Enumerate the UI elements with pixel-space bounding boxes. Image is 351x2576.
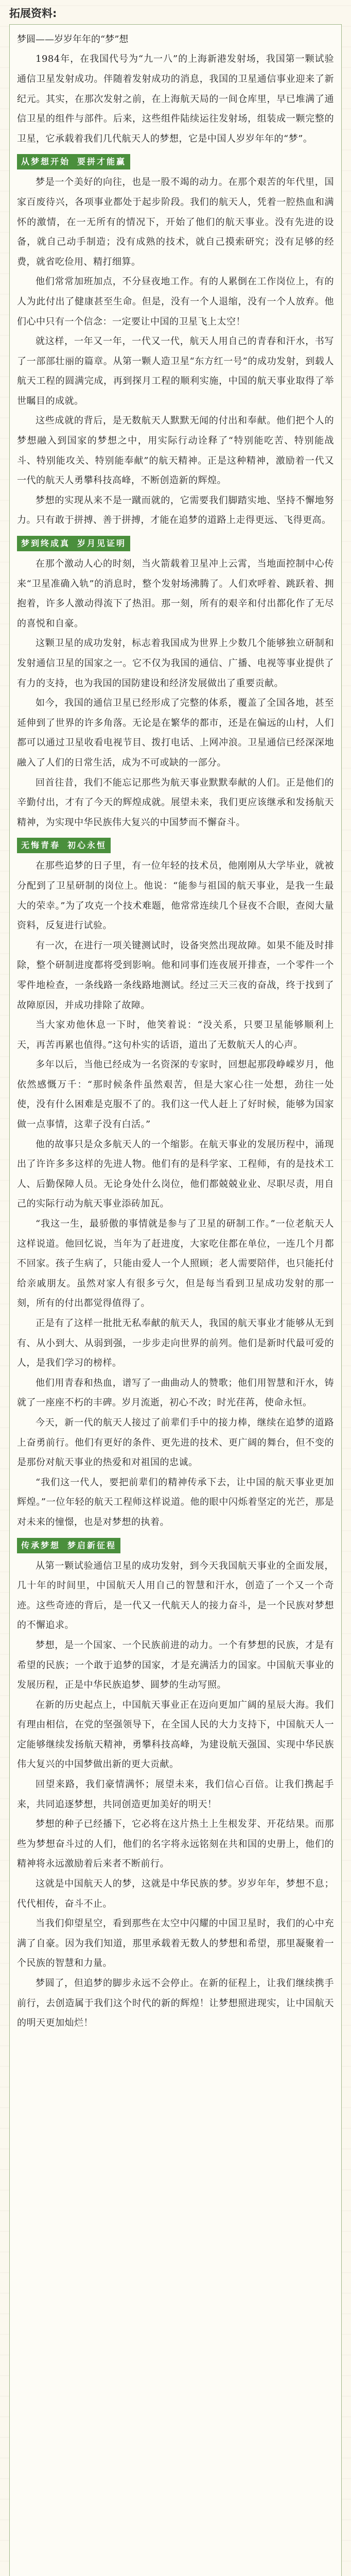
section-heading-left: 梦到终成真 (21, 538, 71, 549)
section-paragraph: 回望来路，我们豪情满怀；展望未来，我们信心百倍。让我们携起手来，共同追逐梦想，共同创造更加美好的明天！ (17, 1779, 334, 1810)
section-heading-right: 要拼才能赢 (77, 157, 127, 167)
intro-paragraph: 1984年，在我国代号为“九一八”的上海新港发射场，我国第一颗试验通信卫星发射成功。伴随着发射成功的消息，我国的卫星通信事业迎来了新纪元。其实，在那次发射之前，在上海航天局的一间仓库里，早已堆满了通信卫星的组件与部件。后来，这些组件陆续运往发射场，组装成一颗完整的卫星，它承载着我们几代航天人的梦想，它是中国人岁岁年年的“梦”。 (17, 54, 334, 144)
article-frame (9, 24, 342, 2576)
section-heading-right: 梦启新征程 (67, 1540, 117, 1550)
article-section (17, 151, 334, 531)
section-paragraph: 回首往昔，我们不能忘记那些为航天事业默默奉献的人们。正是他们的辛勤付出，才有了今天的辉煌成就。展望未来，我们更应该继承和发扬航天精神，为实现中华民族伟大复兴的中国梦而不懈奋斗。 (17, 777, 334, 828)
section-paragraph: “我们这一代人，要把前辈们的精神传承下去，让中国的航天事业更加辉煌。”一位年轻的航天工程师这样说道。他的眼中闪烁着坚定的光芒，那是对未来的憧憬，也是对梦想的执着。 (17, 1477, 334, 1528)
section-heading-left: 无悔青春 (21, 840, 61, 851)
section-paragraph: 这些成就的背后，是无数航天人默默无闻的付出和奉献。他们把个人的梦想融入到国家的梦想之中，用实际行动诠释了“特别能吃苦、特别能战斗、特别能攻关、特别能奉献”的航天精神。正是这种精神，激励着一代又一代的航天人勇攀科技高峰，不断创造新的辉煌。 (17, 415, 334, 486)
section-heading-right: 初心永恒 (67, 840, 107, 851)
section-paragraph: 在那些追梦的日子里，有一位年轻的技术员，他刚刚从大学毕业，就被分配到了卫星研制的岗位上。他说：“能参与祖国的航天事业，是我一生最大的荣幸。”为了攻克一个技术难题，他常常连续几个昼夜不合眼，查阅大量资料，反复进行试验。 (17, 860, 334, 931)
section-paragraph: 就这样，一年又一年，一代又一代，航天人用自己的青春和汗水，书写了一部部壮丽的篇章。从第一颗人造卫星“东方红一号”的成功发射，到载人航天工程的圆满完成，再到探月工程的顺利实施，中国的航天事业取得了举世瞩目的成就。 (17, 336, 334, 406)
section-paragraph: 他的故事只是众多航天人的一个缩影。在航天事业的发展历程中，涌现出了许许多多这样的先进人物。他们有的是科学家、工程师，有的是技术工人、后勤保障人员。无论身处什么岗位，他们都兢兢业业、尽职尽责，用自己的实际行动为航天事业添砖加瓦。 (17, 1139, 334, 1210)
section-paragraph: 梦想的种子已经播下，它必将在这片热土上生根发芽、开花结果。而那些为梦想奋斗过的人们，他们的名字将永远铭刻在共和国的史册上，他们的精神将永远激励着后来者不断前行。 (17, 1819, 334, 1870)
section-paragraph: 他们用青春和热血，谱写了一曲曲动人的赞歌；他们用智慧和汗水，铸就了一座座不朽的丰碑。岁月流逝，初心不改；时光荏苒，使命永恒。 (17, 1377, 334, 1409)
section-paragraph: 当大家劝他休息一下时，他笑着说：“没关系，只要卫星能够顺利上天，再苦再累也值得。”这句朴实的话语，道出了无数航天人的心声。 (17, 1020, 334, 1050)
section-paragraph: 这就是中国航天人的梦，这就是中华民族的梦。岁岁年年，梦想不息；代代相传，奋斗不止。 (17, 1878, 334, 1909)
section-paragraph: 这颗卫星的成功发射，标志着我国成为世界上少数几个能够独立研制和发射通信卫星的国家之一。它不仅为我国的通信、广播、电视等事业提供了有力的支持，也为我国的国防建设和经济发展做出了重要贡献。 (17, 638, 334, 689)
article-section (17, 835, 334, 1532)
section-paragraph: 他们常常加班加点，不分昼夜地工作。有的人累倒在工作岗位上，有的人为此付出了健康甚至生命。但是，没有一个人退缩，没有一个人放弃。他们心中只有一个信念：一定要让中国的卫星飞上太空！ (17, 276, 334, 327)
section-paragraph: 从第一颗试验通信卫星的成功发射，到今天我国航天事业的全面发展，几十年的时间里，中国航天人用自己的智慧和汗水，创造了一个又一个奇迹。这些奇迹的背后，是一代又一代航天人的接力奋斗，是一个民族对梦想的不懈追求。 (17, 1560, 334, 1631)
section-heading-row (17, 533, 334, 553)
section-heading-left: 传承梦想 (21, 1540, 61, 1550)
sections-container (17, 151, 334, 2033)
section-paragraph: 梦圆了，但追梦的脚步永远不会停止。在新的征程上，让我们继续携手前行，去创造属于我们这个时代的新的辉煌！让梦想照进现实，让中国航天的明天更加灿烂！ (17, 1978, 334, 2029)
section-paragraph: 有一次，在进行一项关键测试时，设备突然出现故障。如果不能及时排除，整个研制进度都将受到影响。他和同事们连夜展开排查，一个零件一个零件地检查，一条线路一条线路地测试。经过三天三夜的奋战，终于找到了故障原因，并成功排除了故障。 (17, 940, 334, 1011)
section-paragraph: 多年以后，当他已经成为一名资深的专家时，回想起那段峥嵘岁月，他依然感慨万千：“那时候条件虽然艰苦，但是大家心往一处想，劲往一处使，没有什么困难是克服不了的。我们这一代人赶上了好时候，能够为国家做一点事情，这辈子没有白活。” (17, 1059, 334, 1130)
section-heading-right: 岁月见证明 (77, 538, 127, 549)
article-section (17, 1535, 334, 2033)
section-heading-row (17, 835, 334, 855)
section-heading-tag (17, 536, 130, 551)
article-section (17, 533, 334, 833)
article-title: 梦圆——岁岁年年的“梦”想 (17, 34, 129, 45)
section-paragraph: 当我们仰望星空，看到那些在太空中闪耀的中国卫星时，我们的心中充满了自豪。因为我们知道，那里承载着无数人的梦想和希望，那里凝聚着一个民族的智慧和力量。 (17, 1918, 334, 1969)
section-heading-row (17, 1535, 334, 1555)
intro-block (17, 49, 334, 149)
section-paragraph: 梦想，是一个国家、一个民族前进的动力。一个有梦想的民族，才是有希望的民族；一个敢于追梦的国家，才是充满活力的国家。中国航天事业的发展历程，正是中华民族追梦、圆梦的生动写照。 (17, 1639, 334, 1691)
section-paragraph: 在那个激动人心的时刻，当火箭载着卫星冲上云霄，当地面控制中心传来“卫星准确入轨”的消息时，整个发射场沸腾了。人们欢呼着、跳跃着、拥抱着，许多人激动得流下了热泪。那一刻，所有的艰辛和付出都化作了无尽的喜悦和自豪。 (17, 558, 334, 629)
section-paragraph: 在新的历史起点上，中国航天事业正在迈向更加广阔的星辰大海。我们有理由相信，在党的坚强领导下，在全国人民的大力支持下，中国航天人一定能够继续发扬航天精神，勇攀科技高峰，为建设航天强国、实现中华民族伟大复兴的中国梦做出新的更大贡献。 (17, 1699, 334, 1770)
section-heading-tag (17, 154, 130, 170)
section-heading-left: 从梦想开始 (21, 157, 71, 167)
section-paragraph: 梦是一个美好的向往，也是一股不竭的动力。在那个艰苦的年代里，国家百废待兴，各项事业都处于起步阶段。我们的航天人，凭着一腔热血和满怀的激情，在一无所有的情况下，开始了他们的航天事业。没有先进的设备，就自己动手制造；没有成熟的技术，就自己摸索研究；没有足够的经费，就省吃俭用、精打细算。 (17, 177, 334, 267)
section-heading-tag (17, 838, 111, 853)
section-heading-row (17, 151, 334, 172)
section-paragraph: 梦想的实现从来不是一蹴而就的，它需要我们脚踏实地、坚持不懈地努力。只有敢于拼搏、善于拼搏，才能在追梦的道路上走得更远、飞得更高。 (17, 495, 334, 526)
section-paragraph: 正是有了这样一批批无私奉献的航天人，我国的航天事业才能够从无到有、从小到大、从弱到强，一步步走向世界的前列。他们是新时代最可爱的人，是我们学习的榜样。 (17, 1318, 334, 1369)
extended-material-label: 拓展资料: (9, 7, 57, 20)
section-paragraph: “我这一生，最骄傲的事情就是参与了卫星的研制工作。”一位老航天人这样说道。他回忆说，当年为了赶进度，大家吃住都在单位，一连几个月都不回家。孩子生病了，只能由爱人一个人照顾；老人需要陪伴，也只能托付给亲戚朋友。虽然对家人有很多亏欠，但是每当看到卫星成功发射的那一刻，所有的付出都觉得值得了。 (17, 1218, 334, 1309)
section-heading-tag (17, 1538, 120, 1553)
section-paragraph: 如今，我国的通信卫星已经形成了完整的体系，覆盖了全国各地，甚至延伸到了世界的许多角落。无论是在繁华的都市，还是在偏远的山村，人们都可以通过卫星收看电视节目、拨打电话、上网冲浪。卫星通信已经深深地融入了人们的日常生活，成为不可或缺的一部分。 (17, 698, 334, 768)
section-paragraph: 今天，新一代的航天人接过了前辈们手中的接力棒，继续在追梦的道路上奋勇前行。他们有更好的条件、更先进的技术、更广阔的舞台，但不变的是那份对航天事业的热爱和对祖国的忠诚。 (17, 1417, 334, 1468)
